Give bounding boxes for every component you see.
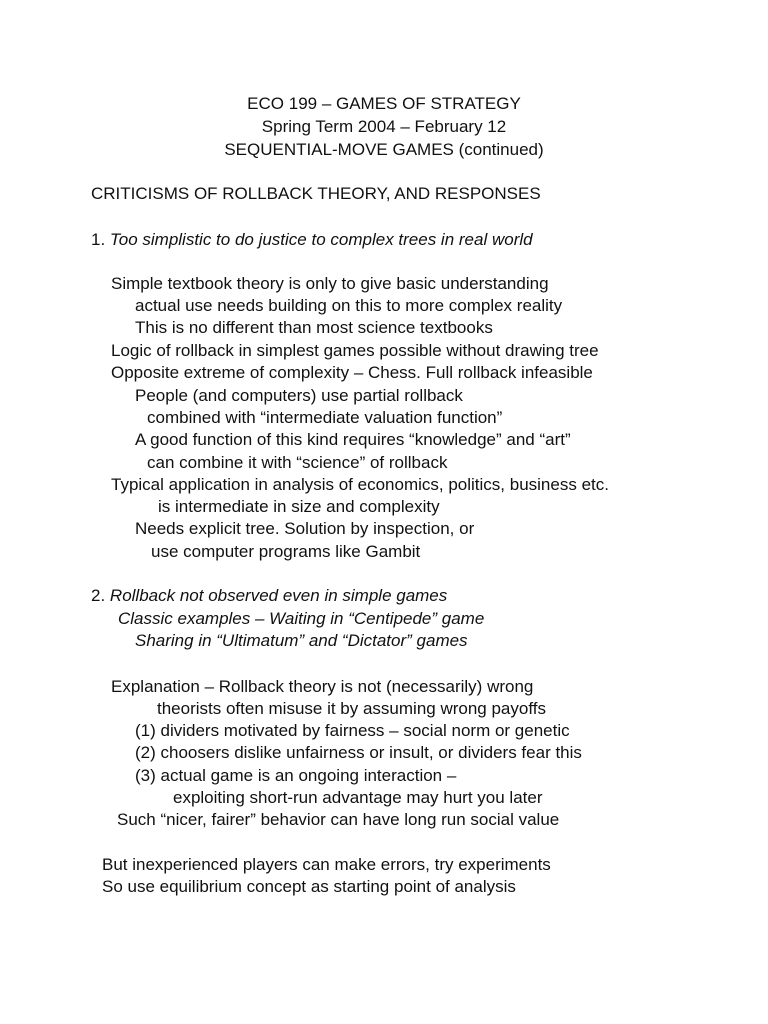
criticism-2-line: (1) dividers motivated by fairness – social norm or genetic [135, 721, 570, 740]
criticism-2-line: (2) choosers dislike unfairness or insult, or dividers fear this [135, 743, 582, 762]
criticism-2-line: (3) actual game is an ongoing interaction – [135, 766, 457, 785]
criticism-1-line: Opposite extreme of complexity – Chess. Full rollback infeasible [111, 363, 593, 382]
topic-title: SEQUENTIAL-MOVE GAMES (continued) [224, 140, 544, 159]
section-heading: CRITICISMS OF ROLLBACK THEORY, AND RESPONSES [91, 184, 541, 203]
criticism-1-line: A good function of this kind requires “knowledge” and “art” [135, 430, 571, 449]
criticism-2-title: Rollback not observed even in simple games [109, 586, 448, 605]
criticism-1-line: actual use needs building on this to more complex reality [135, 296, 563, 315]
criticism-2-line: Such “nicer, fairer” behavior can have long run social value [117, 810, 560, 829]
criticism-1-line: Needs explicit tree. Solution by inspection, or [135, 519, 475, 538]
criticism-1-line: combined with “intermediate valuation function” [147, 408, 503, 427]
term-date: Spring Term 2004 – February 12 [261, 117, 507, 136]
criticism-2-number: 2. [91, 586, 106, 605]
criticism-1-number: 1. [91, 230, 106, 249]
criticism-1-line: is intermediate in size and complexity [158, 497, 440, 516]
criticism-1-line: use computer programs like Gambit [151, 542, 421, 561]
criticism-1-line: People (and computers) use partial rollback [135, 386, 463, 405]
criticism-1-title: Too simplistic to do justice to complex trees in real world [109, 230, 533, 249]
criticism-1-line: Logic of rollback in simplest games possible without drawing tree [111, 341, 599, 360]
criticism-1-heading [91, 230, 533, 250]
course-title: ECO 199 – GAMES OF STRATEGY [247, 94, 521, 113]
criticism-2-example: Classic examples – Waiting in “Centipede” game [118, 609, 485, 628]
criticism-2-heading [91, 586, 447, 606]
criticism-1-line: Simple textbook theory is only to give basic understanding [111, 274, 549, 293]
criticism-2-line: exploiting short-run advantage may hurt you later [173, 788, 543, 807]
criticism-2-line: Explanation – Rollback theory is not (necessarily) wrong [111, 677, 534, 696]
conclusion-line: But inexperienced players can make errors, try experiments [102, 855, 551, 874]
criticism-2-example: Sharing in “Ultimatum” and “Dictator” games [135, 631, 468, 650]
criticism-1-line: Typical application in analysis of economics, politics, business etc. [111, 475, 609, 494]
criticism-1-line: This is no different than most science textbooks [135, 318, 493, 337]
criticism-2-line: theorists often misuse it by assuming wrong payoffs [157, 699, 546, 718]
conclusion-line: So use equilibrium concept as starting point of analysis [102, 877, 516, 896]
criticism-1-line: can combine it with “science” of rollback [147, 453, 448, 472]
